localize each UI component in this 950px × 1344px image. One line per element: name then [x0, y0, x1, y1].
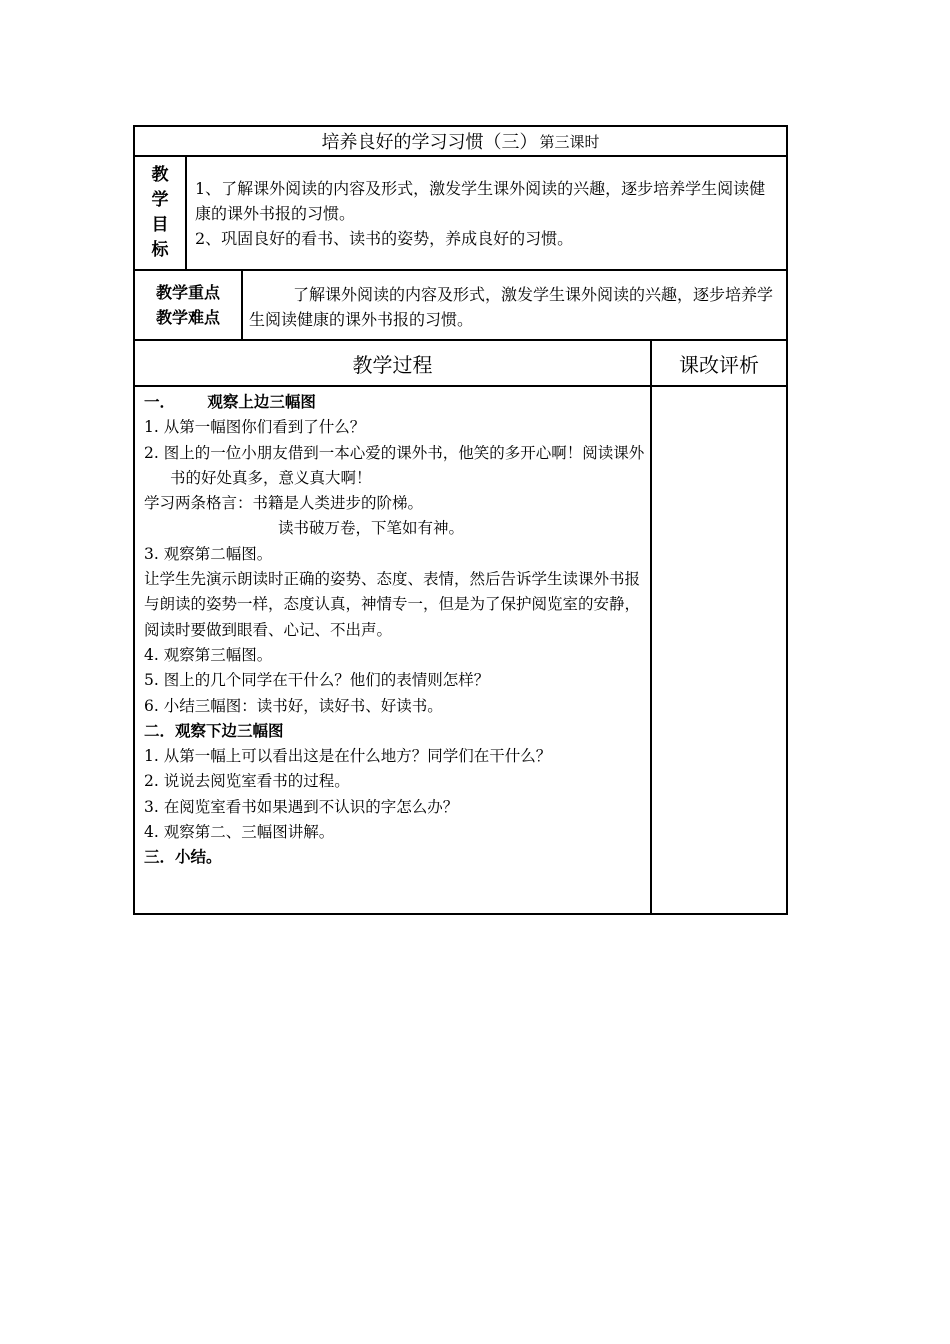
lesson-title-row	[133, 125, 788, 157]
goal-item: 1、了解课外阅读的内容及形式，激发学生课外阅读的兴趣，逐步培养学生阅读健康的课外书报的习惯。	[195, 179, 766, 223]
process-line: 4. 观察第三幅图。	[144, 645, 273, 664]
key-point-label: 教学重点	[155, 283, 220, 302]
comment-header: 课改评析	[679, 352, 759, 377]
key-points-text: 了解课外阅读的内容及形式，激发学生课外阅读的兴趣，逐步培养学生阅读健康的课外书报的习惯。	[249, 285, 774, 329]
goals-label-char: 目	[151, 215, 169, 235]
key-points-label	[135, 271, 243, 339]
goals-label-char: 教	[151, 165, 169, 185]
goals-label-char: 标	[151, 240, 169, 260]
process-line: 4. 观察第二、三幅图讲解。	[144, 823, 335, 842]
lesson-title: 培养良好的学习习惯（三）	[321, 132, 538, 153]
column-divider	[650, 387, 652, 913]
process-header: 教学过程	[135, 341, 652, 385]
process-line: 3. 观察第二幅图。	[144, 544, 273, 563]
goals-label-char: 学	[151, 190, 169, 210]
process-line: 2. 图上的一位小朋友借到一本心爱的课外书，他笑的多开心啊！阅读课外书的好处真多，意义真大啊！	[144, 443, 645, 487]
section-heading: 二．观察下边三幅图	[144, 721, 284, 740]
process-line: 学习两条格言：书籍是人类进步的阶梯。	[144, 494, 424, 513]
process-line: 2. 说说去阅览室看书的过程。	[144, 772, 350, 791]
goal-item: 2、巩固良好的看书、读书的姿势，养成良好的习惯。	[195, 229, 574, 248]
section-heading: 一． 观察上边三幅图	[144, 393, 316, 411]
process-line: 1. 从第一幅图你们看到了什么？	[144, 418, 366, 437]
process-line: 5. 图上的几个同学在干什么？他们的表情则怎样？	[144, 671, 490, 690]
teaching-goals-text	[195, 176, 780, 251]
process-paragraph: 让学生先演示朗读时正确的姿势、态度、表情，然后告诉学生读课外书报与朗读的姿势一样，态度认真，神情专一，但是为了保护阅览室的安静，阅读时要做到眼看、心记、不出声。	[144, 570, 641, 639]
process-line: 6. 小结三幅图：读书好，读好书、好读书。	[144, 696, 443, 715]
process-line: 读书破万卷，下笔如有神。	[278, 519, 465, 538]
difficult-point-label: 教学难点	[155, 308, 220, 327]
process-text	[144, 390, 646, 871]
teaching-goals-label	[135, 157, 187, 269]
process-line: 1. 从第一幅上可以看出这是在什么地方？同学们在干什么？	[144, 747, 552, 766]
lesson-subtitle: 第三课时	[539, 132, 600, 151]
process-line: 3. 在阅览室看书如果遇到不认识的字怎么办？	[144, 797, 459, 816]
process-header-row	[133, 339, 788, 387]
section-heading: 三．小结。	[144, 848, 222, 867]
